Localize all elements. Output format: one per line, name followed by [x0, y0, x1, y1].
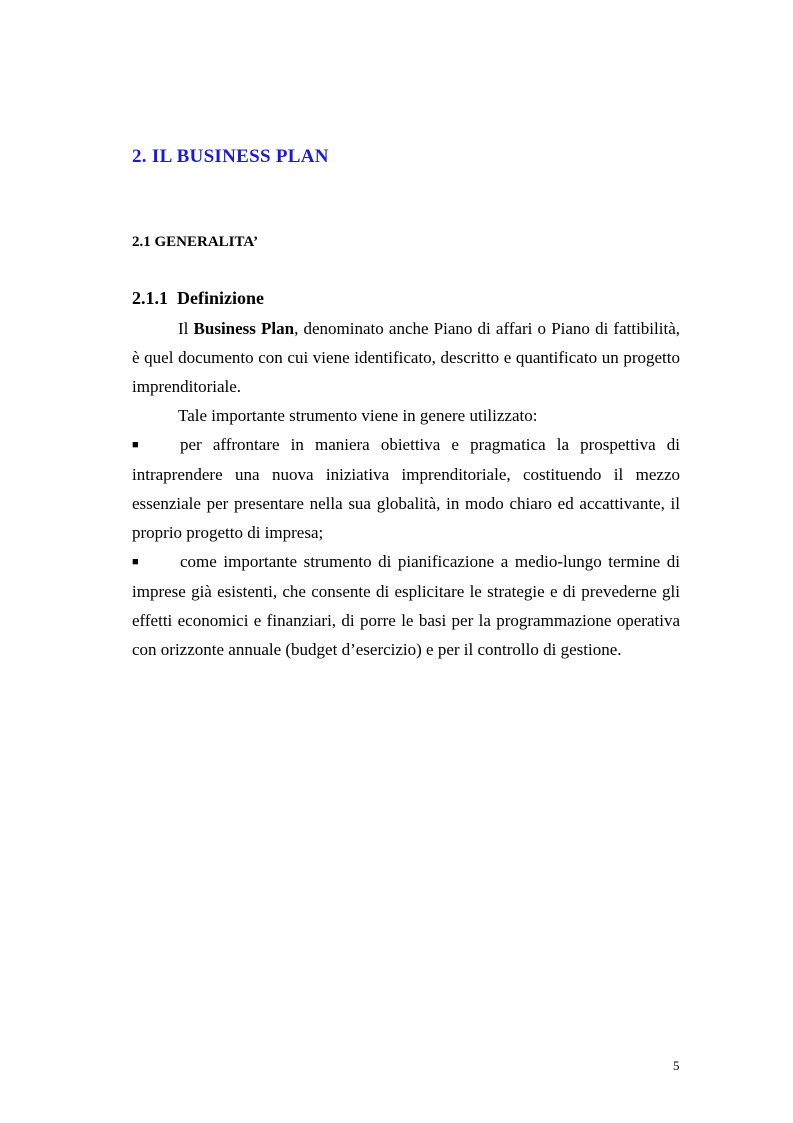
subsection-title: Definizione [177, 288, 264, 308]
list-item [132, 547, 680, 664]
list-item-text: come importante strumento di pianificazione a medio-lungo termine di imprese già esistenti, che consente di esplicitare le strategie e di prevederne gli effetti economici e finanziari, di porre le basi per la programmazione operativa con orizzonte annuale (budget d’esercizio) e per il controllo di gestione. [132, 552, 680, 659]
list-item [132, 430, 680, 547]
subsection-number: 2.1.1 [132, 288, 168, 308]
paragraph-lead: Il [178, 319, 194, 338]
page-number: 5 [673, 1058, 680, 1073]
section-title: 2.1 GENERALITA’ [132, 234, 259, 250]
square-bullet-icon: ■ [132, 439, 139, 451]
paragraph-rest: , denominato anche Piano di affari o Piano di fattibilità, è quel documento con cui viene identificato, descritto e quantificato un progetto imprenditoriale. [132, 319, 680, 396]
paragraph-definition [132, 314, 680, 401]
list-item-text: per affrontare in maniera obiettiva e pragmatica la prospettiva di intraprendere una nuova iniziativa imprenditoriale, costituendo il mezzo essenziale per presentare nella sua globalità, in modo chiaro ed accattivante, il proprio progetto di impresa; [132, 435, 680, 542]
paragraph-usage-intro: Tale importante strumento viene in genere utilizzato: [178, 406, 538, 425]
subsection-heading [132, 288, 264, 309]
business-plan-term: Business Plan [193, 319, 295, 338]
square-bullet-icon: ■ [132, 556, 139, 568]
chapter-title: 2. IL BUSINESS PLAN [132, 146, 329, 167]
body-text [132, 314, 680, 664]
